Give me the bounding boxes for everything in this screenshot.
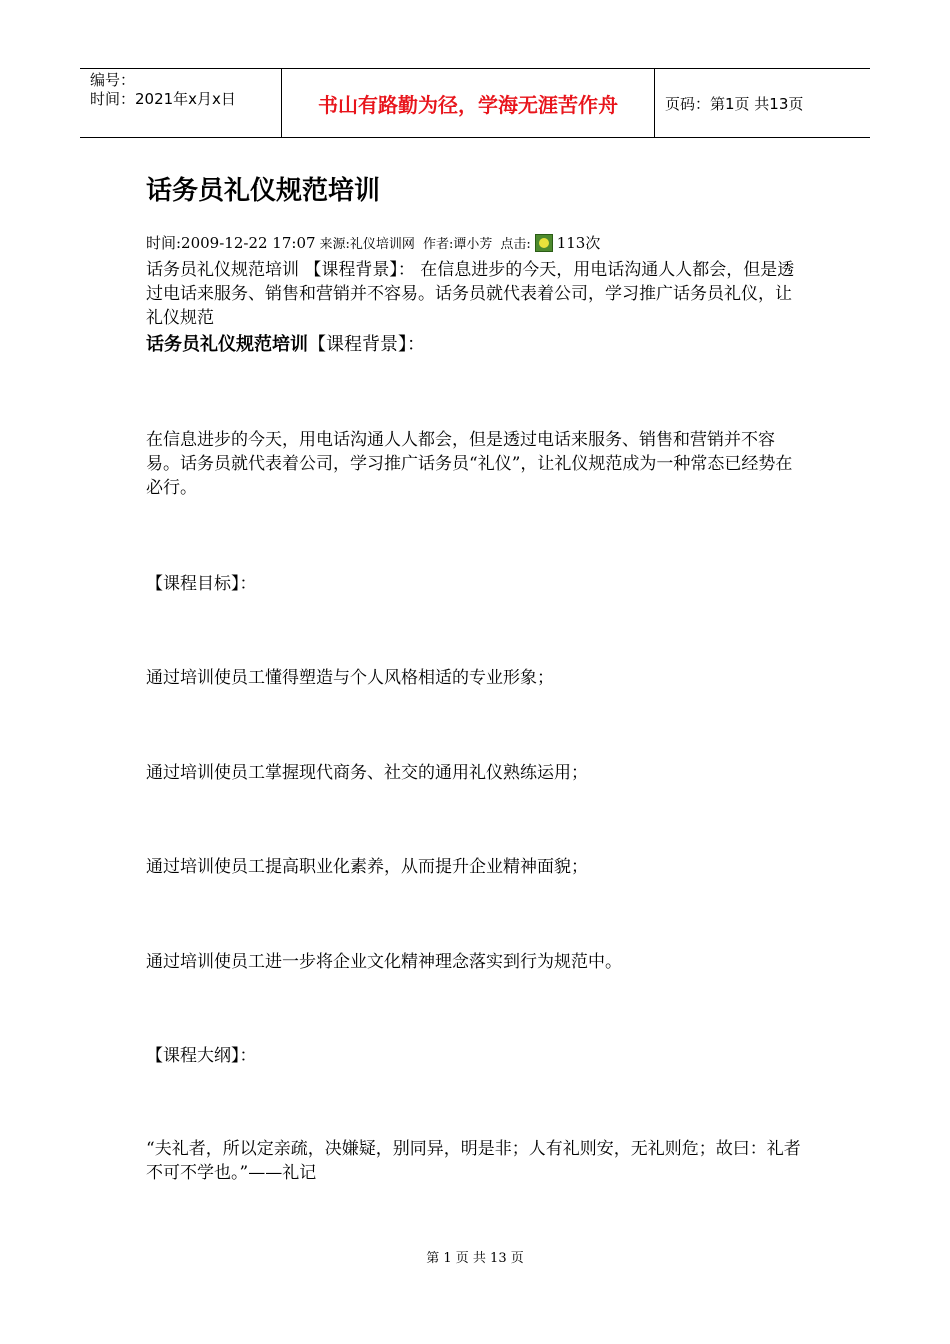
section-title-rest: 【课程背景】： bbox=[308, 334, 425, 355]
background-paragraph: 在信息进步的今天，用电话沟通人人都会，但是透过电话来服务、销售和营销并不容易。话务员就代表着公司，学习推广话务员“礼仪”，让礼仪规范成为一种常态已经势在必行。 bbox=[146, 430, 793, 498]
goal-item: 通过培训使员工提高职业化素养，从而提升企业精神面貌； bbox=[146, 857, 588, 877]
header-page-info: 页码：第1页 共13页 bbox=[665, 94, 804, 113]
header-info bbox=[80, 69, 281, 137]
meta-clicks-count: 113次 bbox=[556, 234, 601, 252]
meta-clicks-label: 点击: bbox=[500, 237, 531, 252]
clicks-icon bbox=[535, 234, 553, 252]
article-title: 话务员礼仪规范培训 bbox=[146, 176, 381, 206]
goal-item: 通过培训使员工进一步将企业文化精神理念落实到行为规范中。 bbox=[146, 952, 622, 972]
header-motto: 书山有路勤为径，学海无涯苦作舟 bbox=[281, 69, 655, 137]
number-label: 编号： bbox=[90, 71, 136, 89]
meta-author: 作者:谭小芳 bbox=[422, 237, 493, 252]
date-label: 时间：2021年x月x日 bbox=[90, 90, 236, 108]
page-footer: 第 1 页 共 13 页 bbox=[426, 1251, 524, 1266]
meta-time: 时间:2009-12-22 17:07 bbox=[146, 234, 316, 252]
outline-heading: 【课程大纲】： bbox=[146, 1046, 257, 1066]
goal-item: 通过培训使员工掌握现代商务、社交的通用礼仪熟练运用； bbox=[146, 763, 588, 783]
article-meta bbox=[146, 232, 600, 253]
goals-heading: 【课程目标】： bbox=[146, 574, 257, 594]
meta-source: 来源:礼仪培训网 bbox=[319, 237, 415, 252]
quote-paragraph: “夫礼者，所以定亲疏，决嫌疑，别同异，明是非；人有礼则安，无礼则危；故曰：礼者不可不学也。”——礼记 bbox=[146, 1139, 801, 1183]
goal-item: 通过培训使员工懂得塑造与个人风格相适的专业形象； bbox=[146, 668, 554, 688]
page-header bbox=[80, 68, 870, 138]
section-title bbox=[146, 333, 425, 357]
article-summary: 话务员礼仪规范培训 【课程背景】： 在信息进步的今天，用电话沟通人人都会，但是透过电话来服务、销售和营销并不容易。话务员就代表着公司，学习推广话务员礼仪，让礼仪规范 bbox=[146, 260, 795, 328]
section-title-bold: 话务员礼仪规范培训 bbox=[146, 334, 308, 355]
